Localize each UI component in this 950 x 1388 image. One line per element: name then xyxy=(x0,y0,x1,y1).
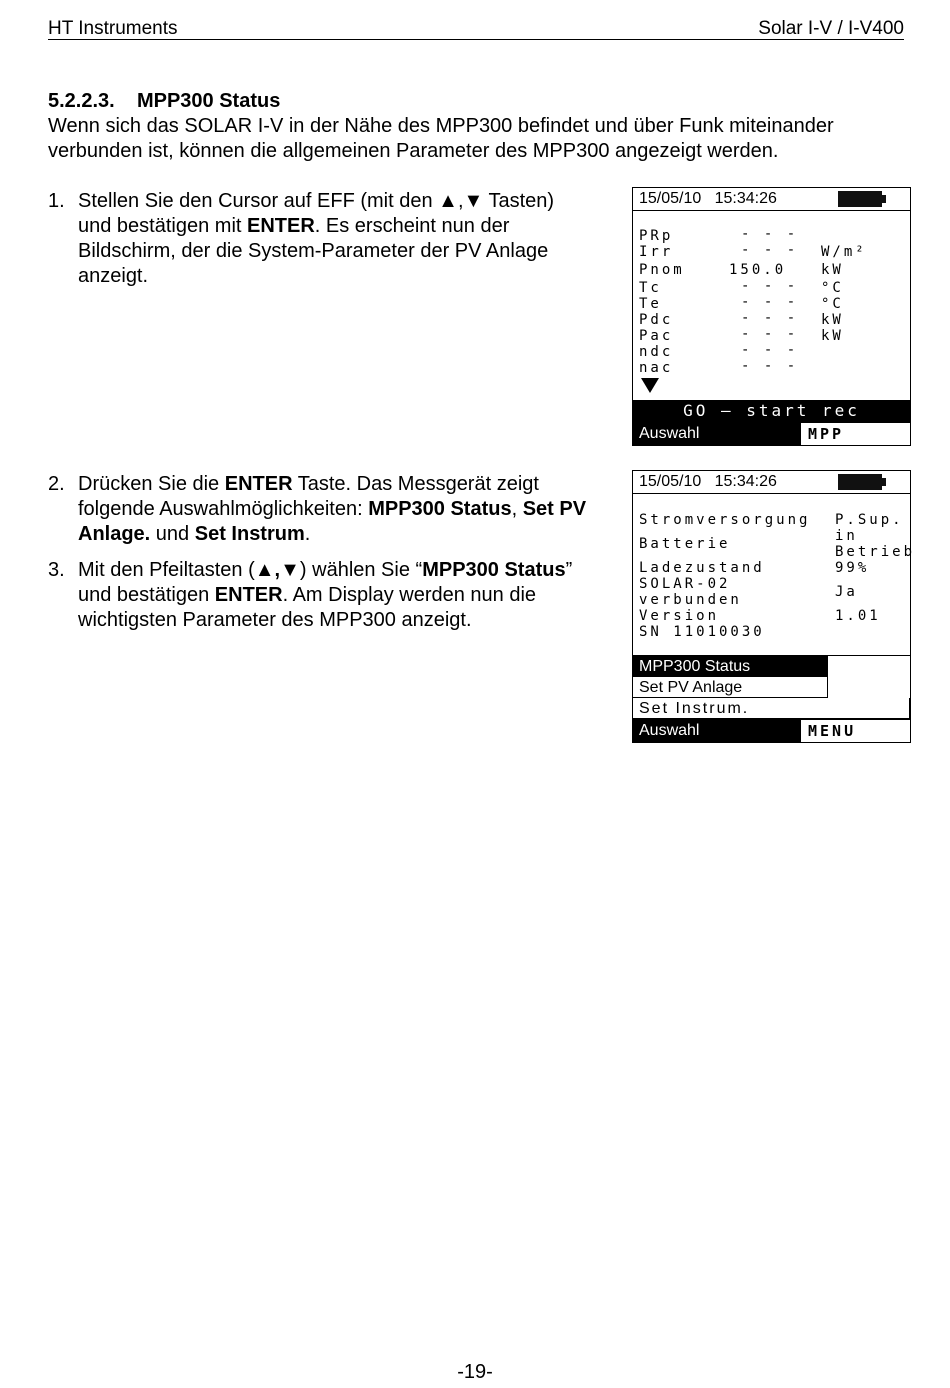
intro-line-2: verbunden ist, können die allgemeinen Parameter des MPP300 angezeigt werden. xyxy=(48,140,779,162)
param-unit-tc: °C xyxy=(821,280,844,296)
param-unit-te: °C xyxy=(821,296,844,312)
step-1-number: 1. xyxy=(48,190,65,212)
option-mpp300-status: MPP300 Status xyxy=(368,498,512,520)
serial-number: SN 11010030 xyxy=(639,624,765,640)
param-value-ndc: - - - xyxy=(741,342,799,358)
param-unit-pac: kW xyxy=(821,328,844,344)
param-value-pdc: - - - xyxy=(741,310,799,326)
param-label-te: Te xyxy=(639,296,662,312)
param-label-tc: Tc xyxy=(639,280,662,296)
param-unit-irr: W/m² xyxy=(821,244,867,260)
step-3-line-3: wichtigsten Parameter des MPP300 anzeigt. xyxy=(78,609,472,631)
param-value-nac: - - - xyxy=(741,358,799,374)
param-value-pac: - - - xyxy=(741,326,799,342)
param-value-tc: - - - xyxy=(741,278,799,294)
header-right: Solar I-V / I-V400 xyxy=(758,18,904,39)
batterie-value-line-1: in xyxy=(835,528,858,544)
param-label-irr: Irr xyxy=(639,244,674,260)
text: folgende Auswahlmöglichkeiten: xyxy=(78,498,369,520)
menu-item-mpp300-status[interactable]: MPP300 Status xyxy=(633,656,828,677)
step-3-number: 3. xyxy=(48,559,65,581)
step-3-line-1 xyxy=(78,558,572,583)
text: Drücken Sie die xyxy=(78,473,225,495)
text: Taste. Das Messgerät zeigt xyxy=(292,473,539,495)
version-value: 1.01 xyxy=(835,608,881,624)
enter-key-label: ENTER xyxy=(224,473,293,495)
param-unit-pnom: kW xyxy=(821,262,844,278)
softkey-bar xyxy=(633,719,910,742)
text: und xyxy=(150,523,195,545)
step-3-line-2 xyxy=(78,583,572,608)
option-set-instrum: Set Instrum xyxy=(194,523,305,545)
softkey-auswahl[interactable]: Auswahl xyxy=(633,720,801,742)
lcd-datetime: 15/05/10 15:34:26 xyxy=(639,473,777,490)
text: . Es erscheint nun der xyxy=(314,215,510,237)
batterie-label: Batterie xyxy=(639,536,731,552)
lcd-datetime: 15/05/10 15:34:26 xyxy=(639,190,777,207)
softkey-mpp[interactable]: MPP xyxy=(808,425,845,443)
solar-value: Ja xyxy=(835,584,858,600)
text: ” xyxy=(565,559,573,581)
param-value-pnom: 150.0 xyxy=(729,262,787,278)
section-intro xyxy=(48,114,908,164)
step-3-text xyxy=(78,558,572,633)
step-1-line-4: anzeigt. xyxy=(78,265,149,287)
arrow-keys-label: ▲,▼ xyxy=(254,559,300,581)
param-label-pnom: Pnom xyxy=(639,262,685,278)
step-2-line-3 xyxy=(78,522,586,547)
ladezustand-label: Ladezustand xyxy=(639,560,765,576)
option-anlage: Anlage. xyxy=(78,523,151,545)
enter-key-label: ENTER xyxy=(214,584,283,606)
param-label-prp: PRp xyxy=(639,228,674,244)
step-2-text xyxy=(78,472,586,547)
lcd-screen-mpp300-status xyxy=(632,470,916,743)
go-start-rec-bar[interactable]: GO – start rec xyxy=(633,400,910,422)
param-value-te: - - - xyxy=(741,294,799,310)
ladezustand-value: 99% xyxy=(835,560,870,576)
option-mpp300-status: MPP300 Status xyxy=(422,559,566,581)
text: ) wählen Sie “ xyxy=(299,559,423,581)
step-2-line-2 xyxy=(78,497,586,522)
scroll-down-arrow-icon xyxy=(641,378,659,393)
enter-key-label: ENTER xyxy=(247,215,315,237)
softkey-auswahl[interactable]: Auswahl xyxy=(633,423,801,445)
param-value-irr: - - - xyxy=(741,242,799,258)
step-2-line-1 xyxy=(78,472,586,497)
batterie-value-line-2: Betrieb xyxy=(835,544,916,560)
step-1-line-2 xyxy=(78,214,554,239)
text: . Am Display werden nun die xyxy=(282,584,537,606)
step-2-number: 2. xyxy=(48,473,65,495)
param-label-ndc: ndc xyxy=(639,344,674,360)
section-heading xyxy=(48,90,280,113)
param-label-pac: Pac xyxy=(639,328,674,344)
header-rule xyxy=(48,39,904,40)
menu-item-set-instrum[interactable]: Set Instrum. xyxy=(633,698,910,719)
version-label: Version xyxy=(639,608,720,624)
battery-icon xyxy=(838,191,882,207)
section-number: 5.2.2.3. xyxy=(48,90,115,112)
battery-icon xyxy=(838,474,882,490)
step-1-text xyxy=(78,189,554,289)
option-set-pv: Set PV xyxy=(522,498,587,520)
solar-label-line-2: verbunden xyxy=(639,592,742,608)
stromversorgung-label: Stromversorgung xyxy=(639,512,811,528)
page-number: -19- xyxy=(457,1361,493,1383)
param-value-prp: - - - xyxy=(741,226,799,242)
lcd-status-bar xyxy=(633,188,910,211)
stromversorgung-value: P.Sup. xyxy=(835,512,904,528)
header-left: HT Instruments xyxy=(48,18,178,39)
menu-item-set-pv-anlage[interactable]: Set PV Anlage xyxy=(633,677,828,698)
step-1-line-3: Bildschirm, der die System-Parameter der PV Anlage xyxy=(78,240,549,262)
softkey-bar xyxy=(633,422,910,445)
text: und bestätigen xyxy=(78,584,215,606)
text: Mit den Pfeiltasten ( xyxy=(78,559,255,581)
param-unit-pdc: kW xyxy=(821,312,844,328)
param-label-nac: nac xyxy=(639,360,674,376)
text: . xyxy=(304,523,311,545)
text: , xyxy=(511,498,523,520)
lcd-screen-system-parameters xyxy=(632,187,911,446)
param-label-pdc: Pdc xyxy=(639,312,674,328)
section-title: MPP300 Status xyxy=(136,90,281,112)
lcd-status-bar xyxy=(633,471,910,494)
text: und bestätigen mit xyxy=(78,215,247,237)
solar-label-line-1: SOLAR-02 xyxy=(639,576,731,592)
step-1-line-1: Stellen Sie den Cursor auf EFF (mit den ▲,▼ Tasten) xyxy=(78,190,555,212)
softkey-menu[interactable]: MENU xyxy=(808,722,857,740)
intro-line-1: Wenn sich das SOLAR I-V in der Nähe des MPP300 befindet und über Funk miteinander xyxy=(48,115,834,137)
